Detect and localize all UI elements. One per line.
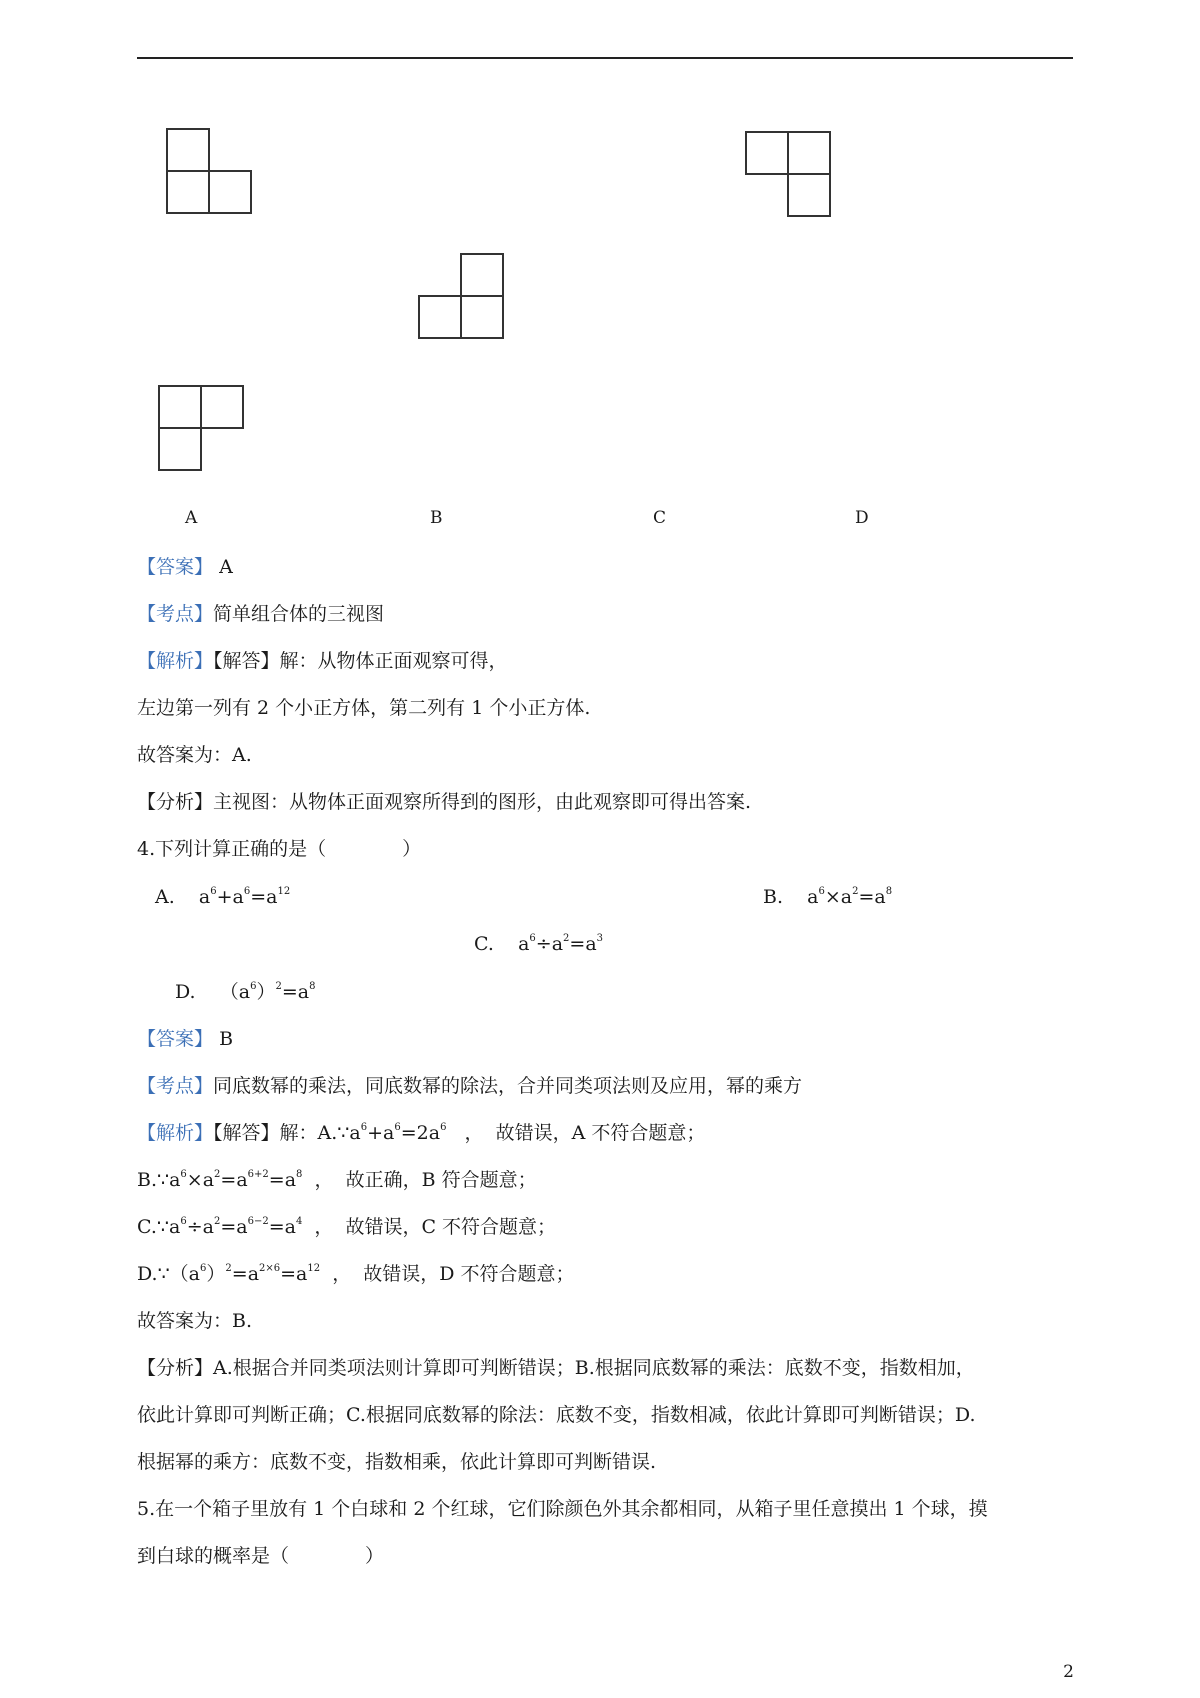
option-label-a: A <box>185 508 198 528</box>
option-c-label: C. <box>474 933 494 955</box>
answer-tag: 【答案】 <box>137 1028 214 1050</box>
q3-analysis-line-3: 故答案为：A. <box>137 744 252 766</box>
q4-summary-2: 依此计算即可判断正确；C.根据同底数幂的除法：底数不变，指数相减，依此计算即可判断错误；D. <box>137 1404 976 1426</box>
q4-point <box>137 1074 802 1098</box>
answer-value: A <box>219 556 233 578</box>
analysis-tag: 【解析】 <box>137 1122 214 1144</box>
answer-value: B <box>219 1028 234 1050</box>
q3-analysis-line-2: 左边第一列有 2 个小正方体，第二列有 1 个小正方体. <box>137 697 591 719</box>
q5-stem-1: 5.在一个箱子里放有 1 个白球和 2 个红球，它们除颜色外其余都相同，从箱子里任意摸出 1 个球，摸 <box>137 1498 988 1520</box>
header-rule <box>137 57 1073 59</box>
q4-analysis-c: $C.\because a^6\div a^2=a^{6-2}=a^4$ ， 故错误，C 不符合题意； <box>137 1216 557 1238</box>
q4-option-c: C. $a^6\div a^2=a^3$ <box>474 933 604 955</box>
analysis-sub: 【解答】 <box>213 1122 280 1144</box>
q3-analysis <box>137 649 508 673</box>
q5-stem-2: 到白球的概率是（ ） <box>137 1545 385 1567</box>
q4-analysis: 【解析】【解答】解：$A.\because a^6+a^6=2a^6$ ， 故错误，A 不符合题意； <box>137 1122 706 1144</box>
point-tag: 【考点】 <box>137 603 214 625</box>
q3-point <box>137 602 384 626</box>
analysis-tag: 【解析】 <box>137 650 214 672</box>
q4-answer <box>137 1027 233 1051</box>
option-d-label: D. <box>175 981 196 1003</box>
q4-stem: 4.下列计算正确的是（ ） <box>137 838 422 860</box>
point-text: 简单组合体的三视图 <box>213 603 385 625</box>
analysis-text: 解：从物体正面观察可得， <box>279 650 508 672</box>
q3-answer <box>137 555 233 579</box>
q4-summary-3: 根据幂的乘方：底数不变，指数相乘，依此计算即可判断错误. <box>137 1451 657 1473</box>
q4-option-a: A. $a^6+a^6=a^{12}$ <box>155 886 291 908</box>
option-label-d: D <box>855 508 869 528</box>
q4-answer-line: 故答案为：B. <box>137 1310 253 1332</box>
page-number: 2 <box>1063 1662 1074 1682</box>
q3-summary: 【分析】主视图：从物体正面观察所得到的图形，由此观察即可得出答案. <box>137 791 752 813</box>
point-tag: 【考点】 <box>137 1075 214 1097</box>
q4-summary-1: 【分析】A.根据合并同类项法则计算即可判断错误；B.根据同底数幂的乘法：底数不变，指数相加， <box>137 1357 975 1379</box>
answer-tag: 【答案】 <box>137 556 214 578</box>
analysis-sub: 【解答】 <box>213 650 280 672</box>
q4-analysis-d: $D.\because(a^6)^2=a^{2\times 6}=a^{12}$ ， 故错误，D 不符合题意； <box>137 1263 575 1285</box>
option-a-label: A. <box>155 886 175 908</box>
option-label-c: C <box>653 508 667 528</box>
point-text: 同底数幂的乘法，同底数幂的除法，合并同类项法则及应用，幂的乘方 <box>213 1075 803 1097</box>
q4-option-d: D. $(a^6)^2=a^8$ <box>175 981 316 1003</box>
option-b-label: B. <box>763 886 784 908</box>
q4-option-b: B. $a^6\times a^2=a^8$ <box>763 886 893 908</box>
option-label-b: B <box>430 508 443 528</box>
q4-analysis-b: $B.\because a^6\times a^2=a^{6+2}=a^8$ ， 故正确，B 符合题意； <box>137 1169 537 1191</box>
